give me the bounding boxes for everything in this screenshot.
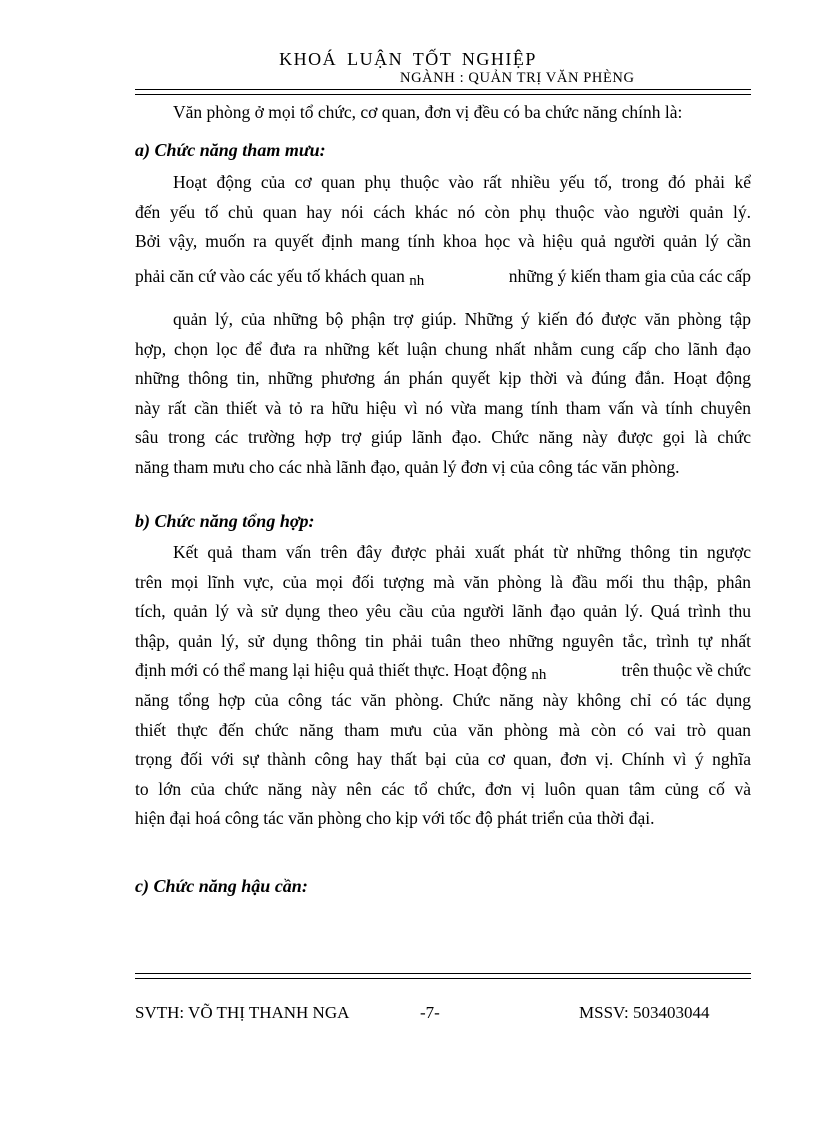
footer-rule-top (135, 973, 751, 974)
text-line-part: những ý kiến tham gia của các cấp (508, 266, 751, 286)
text-line: thiết thực đến chức năng tham mưu của văn phòng mà còn có vai trò quan (135, 719, 751, 740)
intro-line: Văn phòng ở mọi tổ chức, cơ quan, đơn vị đều có ba chức năng chính là: (173, 102, 683, 122)
section-a-paragraph-1 (135, 168, 751, 257)
text-line: đến yếu tố chủ quan hay nói cách khác nó còn phụ thuộc vào người quản lý. (135, 201, 751, 222)
section-b-heading: b) Chức năng tổng hợp: (135, 511, 315, 531)
text-line: tích, quản lý và sử dụng theo yêu cầu của người lãnh đạo quản lý. Quá trình thu (135, 601, 751, 621)
footer-student-name: SVTH: VÕ THỊ THANH NGA (135, 1003, 350, 1022)
section-b-paragraph-1 (135, 538, 751, 656)
text-line: Bởi vậy, muốn ra quyết định mang tính khoa học và hiệu quả người quản lý cần (135, 231, 751, 251)
inline-fragment: nh (409, 273, 425, 289)
text-line: năng tham mưu cho các nhà lãnh đạo, quản lý đơn vị của công tác văn phòng. (135, 456, 680, 477)
header-title: KHOÁ LUẬN TỐT NGHIỆP (279, 49, 537, 69)
header-rule-bottom (135, 94, 751, 95)
section-a-split-line (135, 262, 751, 294)
section-c-heading: c) Chức năng hậu cần: (135, 876, 308, 896)
text-line: năng tổng hợp của công tác văn phòng. Chức năng này không chỉ có tác dụng (135, 690, 751, 710)
text-line: hiện đại hoá công tác văn phòng cho kịp với tốc độ phát triển của thời đại. (135, 808, 655, 828)
text-line-part: định mới có thể mang lại hiệu quả thiết thực. Hoạt động (135, 660, 527, 680)
text-line-part: trên thuộc về chức (621, 660, 751, 680)
section-a-paragraph-2 (135, 305, 751, 482)
text-line: sâu trong các trường hợp trợ giúp lãnh đạo. Chức năng này được gọi là chức (135, 427, 751, 447)
header-rule-top (135, 89, 751, 90)
text-line: trọng đối với sự thành công hay thất bại của cơ quan, đơn vị. Chính vì ý nghĩa (135, 749, 751, 769)
text-line: quản lý, của những bộ phận trợ giúp. Những ý kiến đó được văn phòng tập (173, 309, 751, 329)
text-line: hợp, chọn lọc để đưa ra những kết luận chung nhất nhằm cung cấp cho lãnh đạo (135, 338, 751, 359)
section-b-split-line (135, 656, 751, 688)
footer-page-number: -7- (420, 1003, 440, 1022)
intro-paragraph (135, 98, 751, 128)
header-subtitle: NGÀNH : QUẢN TRỊ VĂN PHÈNG (400, 70, 635, 86)
footer-student-id: MSSV: 503403044 (579, 1003, 710, 1022)
text-line-part: phải căn cứ vào các yếu tố khách quan (135, 266, 405, 286)
text-line: to lớn của chức năng này nên các tổ chức, đơn vị luôn quan tâm củng cố và (135, 778, 751, 799)
section-a-heading: a) Chức năng tham mưu: (135, 140, 326, 160)
text-line: này rất cần thiết và tỏ ra hữu hiệu vì nó vừa mang tính tham vấn và tính chuyên (135, 397, 751, 418)
text-line: Kết quả tham vấn trên đây được phải xuất phát từ những thông tin ngược (173, 542, 751, 562)
text-line: trên mọi lĩnh vực, của mọi đối tượng mà văn phòng là đầu mối thu thập, phân (135, 571, 751, 592)
text-line: Hoạt động của cơ quan phụ thuộc vào rất nhiều yếu tố, trong đó phải kể (173, 172, 751, 192)
inline-fragment: nh (531, 667, 547, 683)
text-line: những thông tin, những phương án phán quyết kịp thời và đúng đắn. Hoạt động (135, 368, 751, 388)
text-line: thập, quản lý, sử dụng thông tin phải tuân theo những nguyên tắc, trình tự nhất (135, 630, 751, 651)
footer-rule-bottom (135, 978, 751, 979)
section-b-paragraph-2 (135, 686, 751, 834)
